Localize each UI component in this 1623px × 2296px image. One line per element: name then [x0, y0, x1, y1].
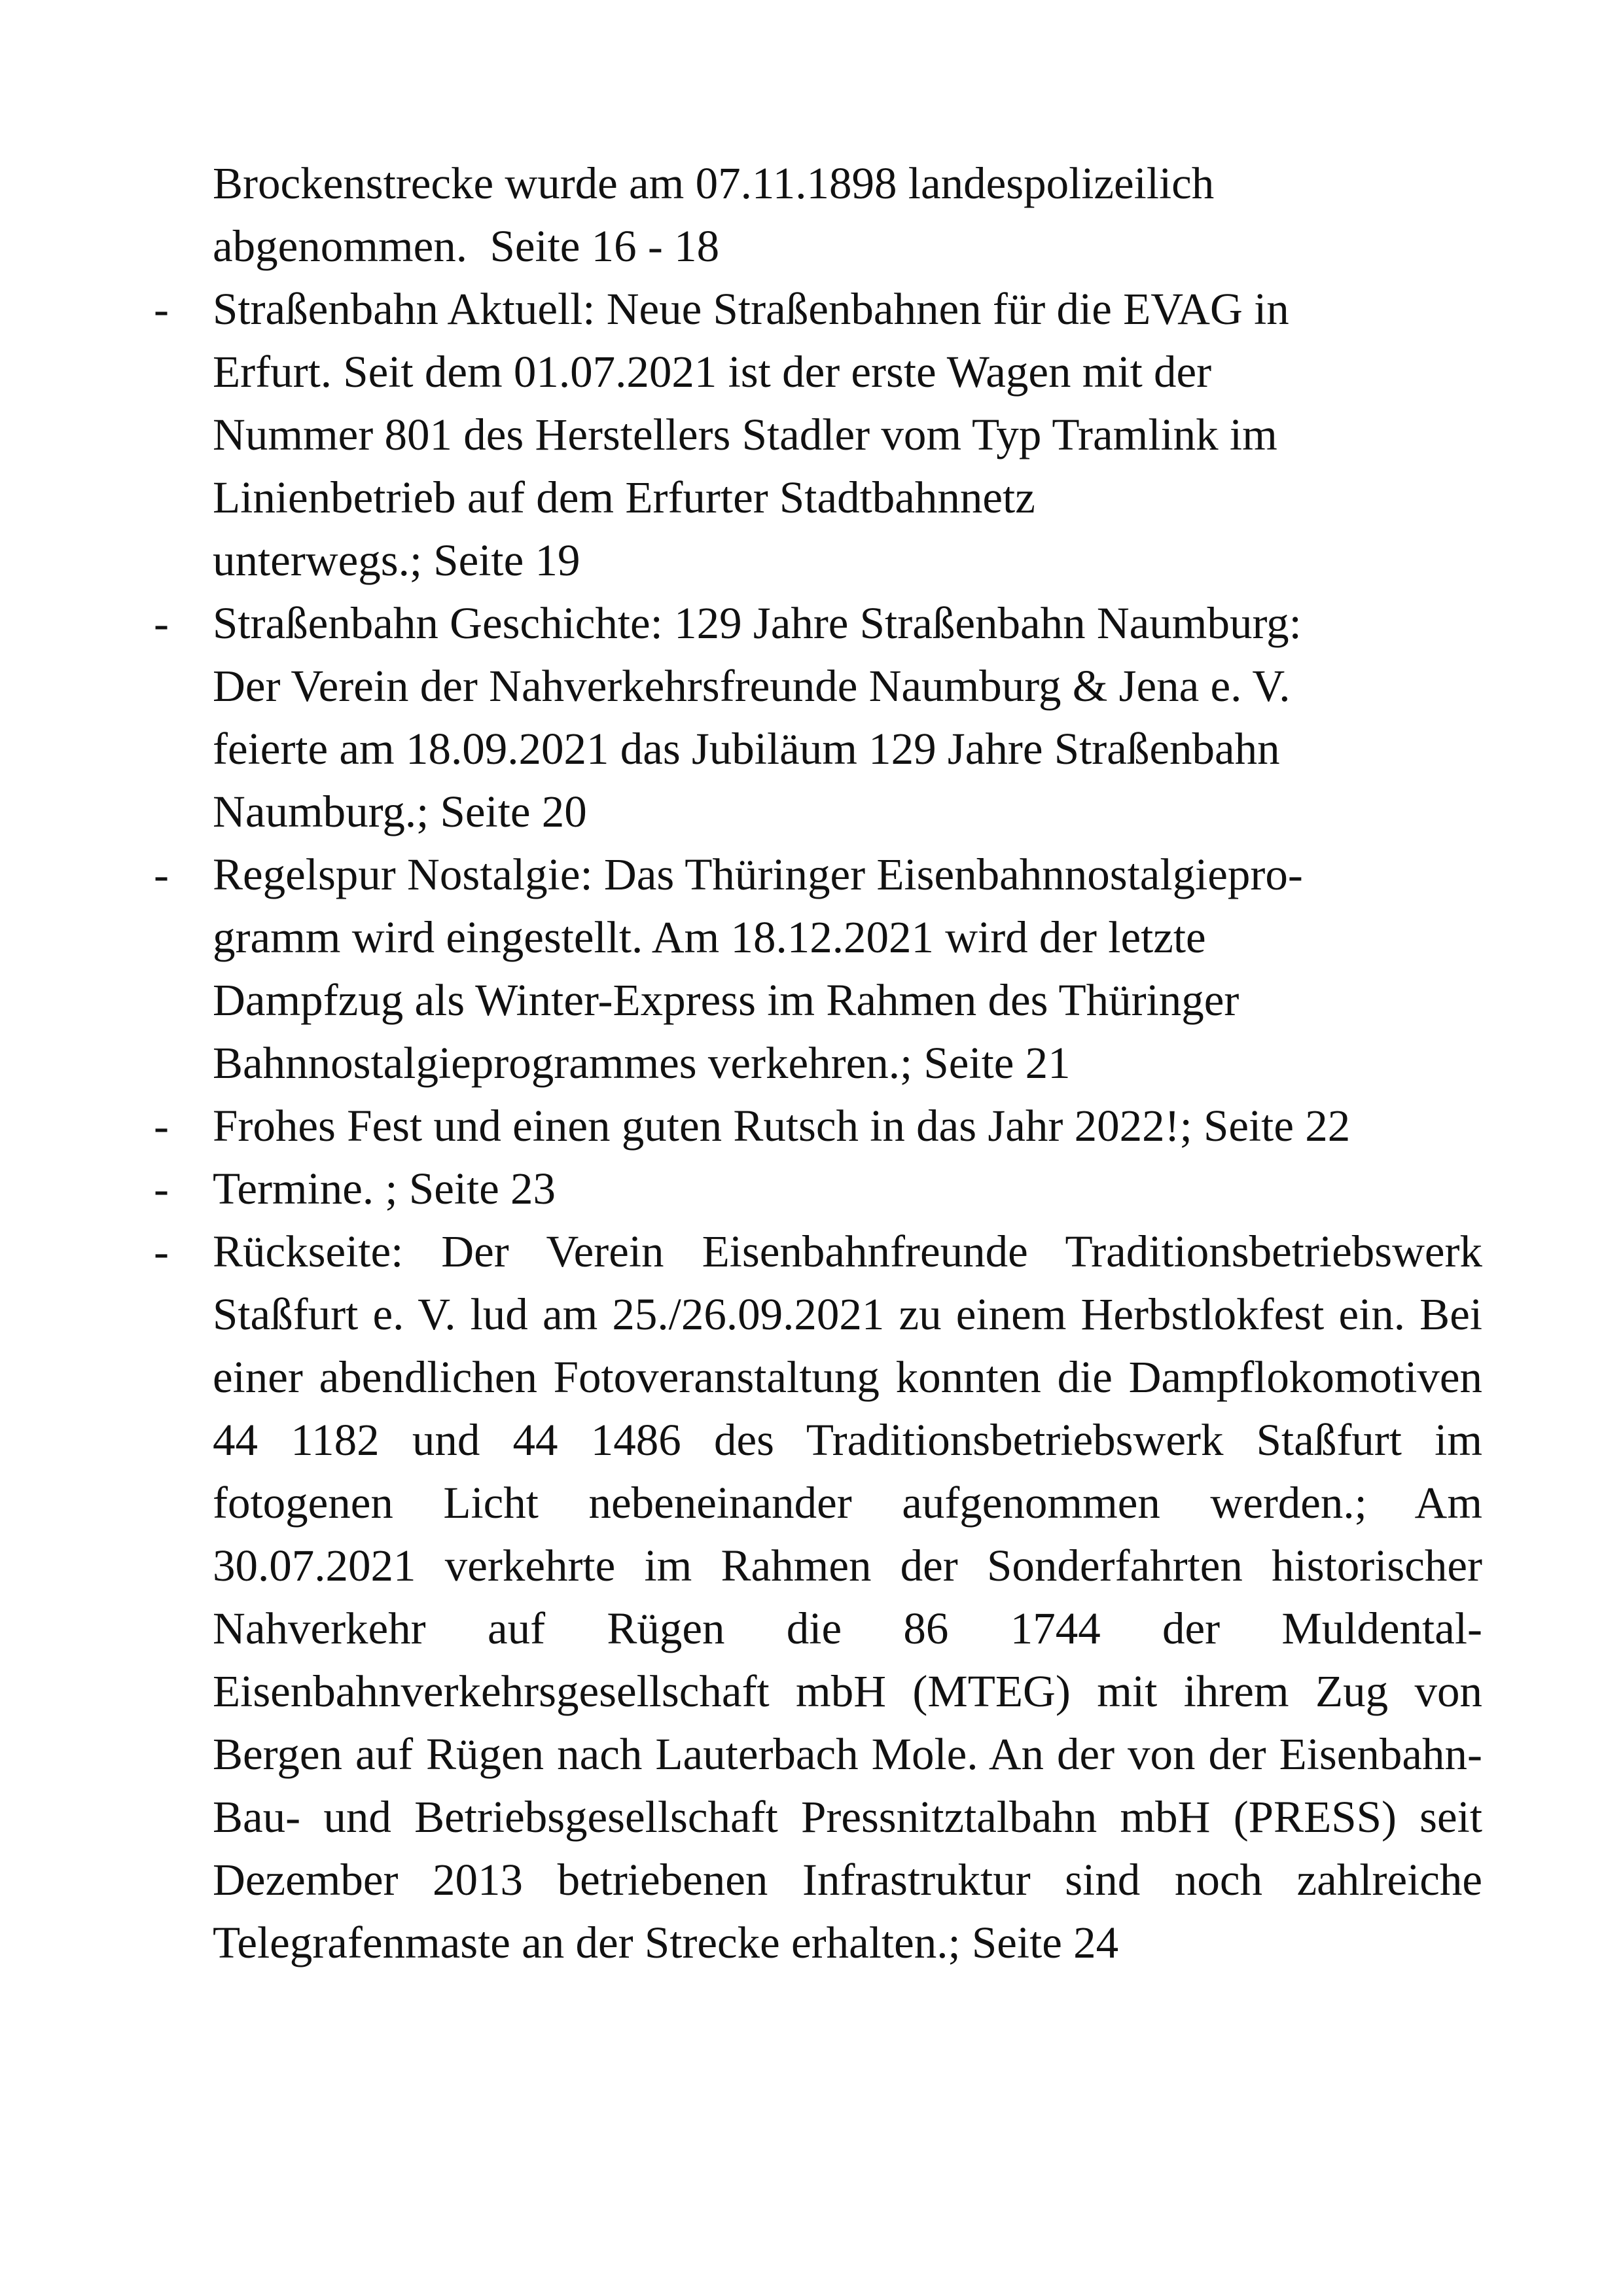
rueckseite-paragraph: Rückseite: Der Verein Eisenbahnfreunde Traditionsbetriebswerk Staßfurt e. V. lud am 25./26.09.2021 zu einem Herbstlokfest ein. Bei einer abendlichen Fotoveranstaltung konnten die Dampflokomotiven 44 1182 und 44 1486 des Traditionsbetriebswerk Staßfurt im fotogenen Licht nebeneinander aufgenommen werden.; Am 30.07.2021 verkehrte im Rahmen der Sonderfahrten historischer Nahverkehr auf Rügen die 86 1744 der Muldental-Eisenbahnverkehrsgesellschaft mbH (MTEG) mit ihrem Zug von Bergen auf Rügen nach Lauterbach Mole. An der von der Eisenbahn-Bau- und Betriebsgesellschaft Pressnitztalbahn mbH (PRESS) seit Dezember 2013 betriebenen Infrastruktur sind noch zahlreiche Telegrafenmaste an der Strecke erhalten.; Seite 24: [213, 1227, 1482, 1967]
text-line: Der Verein der Nahverkehrsfreunde Naumburg & Jena e. V.: [213, 661, 1291, 711]
document-body: [154, 152, 1482, 1974]
text-line: abgenommen. Seite 16 - 18: [213, 221, 720, 271]
continuation-paragraph: [154, 152, 1482, 278]
list-item-termine: [154, 1157, 1482, 1220]
list-item-strassenbahn-geschichte: [154, 592, 1482, 843]
text-line: Termine. ; Seite 23: [213, 1164, 556, 1213]
text-line: Naumburg.; Seite 20: [213, 787, 587, 836]
list-item-strassenbahn-aktuell: [154, 278, 1482, 592]
text-line: Bahnnostalgieprogrammes verkehren.; Seite 21: [213, 1038, 1071, 1088]
text-line: Erfurt. Seit dem 01.07.2021 ist der erste Wagen mit der: [213, 347, 1212, 397]
text-line: Frohes Fest und einen guten Rutsch in das Jahr 2022!; Seite 22: [213, 1101, 1351, 1151]
text-line: Linienbetrieb auf dem Erfurter Stadtbahnnetz: [213, 473, 1035, 522]
text-line: gramm wird eingestellt. Am 18.12.2021 wird der letzte: [213, 912, 1206, 962]
dash-bullet: -: [154, 1164, 169, 1213]
dash-bullet: -: [154, 850, 169, 899]
list-item-rueckseite: [154, 1220, 1482, 1974]
list-item-frohes-fest: [154, 1094, 1482, 1157]
text-line: feierte am 18.09.2021 das Jubiläum 129 Jahre Straßenbahn: [213, 724, 1280, 774]
text-line: unterwegs.; Seite 19: [213, 535, 580, 585]
text-line: Straßenbahn Aktuell: Neue Straßenbahnen für die EVAG in: [213, 284, 1289, 334]
text-line: Regelspur Nostalgie: Das Thüringer Eisenbahnnostalgiepro-: [213, 850, 1303, 899]
text-line: Nummer 801 des Herstellers Stadler vom Typ Tramlink im: [213, 410, 1277, 459]
text-line: Brockenstrecke wurde am 07.11.1898 landespolizeilich: [213, 158, 1215, 208]
dash-bullet: -: [154, 284, 169, 334]
dash-bullet: -: [154, 598, 169, 648]
text-line: Straßenbahn Geschichte: 129 Jahre Straßenbahn Naumburg:: [213, 598, 1302, 648]
list-item-regelspur-nostalgie: [154, 843, 1482, 1094]
dash-bullet: -: [154, 1101, 169, 1151]
dash-bullet: -: [154, 1227, 169, 1276]
text-line: Dampfzug als Winter-Express im Rahmen des Thüringer: [213, 975, 1240, 1025]
